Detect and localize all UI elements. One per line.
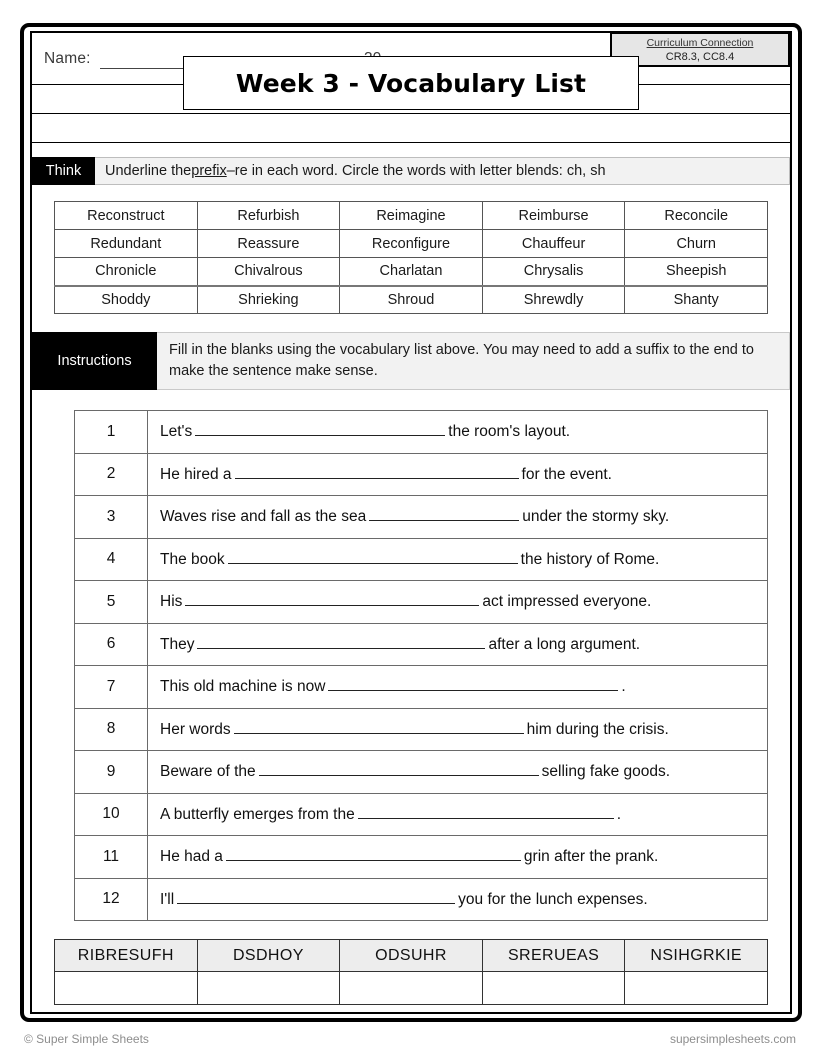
title-band bbox=[32, 68, 790, 143]
sentence-number: 4 bbox=[75, 538, 148, 581]
sentence-cell bbox=[148, 878, 768, 921]
name-label: Name: bbox=[44, 50, 91, 67]
scrambled-answer-cell[interactable] bbox=[482, 972, 625, 1005]
sentence-text-before: This old machine is now bbox=[160, 678, 326, 696]
instructions-text: Fill in the blanks using the vocabulary list above. You may need to add a suffix to the end to make the sentence make sense. bbox=[157, 332, 790, 390]
vocabulary-word[interactable]: Reconfigure bbox=[340, 230, 483, 258]
vocabulary-word[interactable]: Chivalrous bbox=[197, 258, 340, 286]
vocabulary-word[interactable]: Chronicle bbox=[55, 258, 198, 286]
sentence-cell bbox=[148, 623, 768, 666]
table-row bbox=[75, 793, 768, 836]
sentence-text-after: for the event. bbox=[521, 465, 612, 483]
scrambled-word: DSDHOY bbox=[197, 940, 340, 972]
sentence-text-before: They bbox=[160, 635, 195, 653]
answer-blank[interactable] bbox=[226, 847, 521, 861]
sentence-cell bbox=[148, 751, 768, 794]
scrambled-word: SRERUEAS bbox=[482, 940, 625, 972]
sentence-text-after: under the stormy sky. bbox=[522, 508, 670, 526]
sentence-text-before: His bbox=[160, 593, 183, 611]
sentence-cell bbox=[148, 581, 768, 624]
vocabulary-word[interactable]: Shoddy bbox=[55, 286, 198, 314]
vocabulary-row bbox=[55, 258, 768, 286]
sentence-cell bbox=[148, 836, 768, 879]
table-row bbox=[75, 751, 768, 794]
sentence-number: 10 bbox=[75, 793, 148, 836]
scrambled-words-table-wrap bbox=[54, 939, 768, 1005]
sentence-number: 1 bbox=[75, 411, 148, 454]
vocabulary-word[interactable]: Shanty bbox=[625, 286, 768, 314]
sentence-number: 7 bbox=[75, 666, 148, 709]
think-instruction bbox=[95, 157, 790, 185]
table-row bbox=[75, 708, 768, 751]
sentence-number: 5 bbox=[75, 581, 148, 624]
sentence-text-before: Let's bbox=[160, 423, 193, 441]
instructions-bar bbox=[32, 332, 790, 390]
sentence-number: 9 bbox=[75, 751, 148, 794]
sentences-table-wrap bbox=[74, 410, 768, 921]
vocabulary-row bbox=[55, 230, 768, 258]
footer-copyright: © Super Simple Sheets bbox=[24, 1032, 149, 1046]
scrambled-answer-cell[interactable] bbox=[55, 972, 198, 1005]
sentence-text-after: act impressed everyone. bbox=[482, 593, 652, 611]
table-row bbox=[75, 623, 768, 666]
answer-blank[interactable] bbox=[358, 805, 614, 819]
vocabulary-row bbox=[55, 202, 768, 230]
table-row bbox=[75, 453, 768, 496]
think-emphasis: prefix bbox=[191, 163, 227, 179]
think-tag: Think bbox=[32, 157, 95, 185]
table-row bbox=[75, 581, 768, 624]
answer-blank[interactable] bbox=[234, 720, 524, 734]
sentence-text-after: you for the lunch expenses. bbox=[458, 890, 648, 908]
think-text-after: –re in each word. Circle the words with letter blends: ch, sh bbox=[226, 163, 606, 179]
answer-blank[interactable] bbox=[185, 592, 479, 606]
answer-blank[interactable] bbox=[197, 635, 485, 649]
scrambled-header-row bbox=[55, 940, 768, 972]
vocabulary-word[interactable]: Redundant bbox=[55, 230, 198, 258]
vocabulary-word[interactable]: Sheepish bbox=[625, 258, 768, 286]
vocabulary-word[interactable]: Shrieking bbox=[197, 286, 340, 314]
sentence-text-before: Beware of the bbox=[160, 763, 256, 781]
think-text-before: Underline the bbox=[105, 163, 192, 179]
answer-blank[interactable] bbox=[235, 465, 519, 479]
scrambled-answer-row bbox=[55, 972, 768, 1005]
answer-blank[interactable] bbox=[369, 507, 519, 521]
sentence-text-after: selling fake goods. bbox=[541, 763, 671, 781]
sentence-cell bbox=[148, 666, 768, 709]
sentence-text-before: The book bbox=[160, 550, 225, 568]
sentences-table bbox=[74, 410, 768, 921]
sentence-text-after: him during the crisis. bbox=[526, 720, 669, 738]
sentence-text-before: A butterfly emerges from the bbox=[160, 805, 355, 823]
vocabulary-word[interactable]: Churn bbox=[625, 230, 768, 258]
sentence-text-after: . bbox=[621, 678, 626, 696]
sentence-text-after: the history of Rome. bbox=[520, 550, 660, 568]
sentence-cell bbox=[148, 793, 768, 836]
sentence-text-after: the room's layout. bbox=[448, 423, 571, 441]
sentence-number: 11 bbox=[75, 836, 148, 879]
page-title: Week 3 - Vocabulary List bbox=[235, 68, 587, 98]
sentence-text-after: grin after the prank. bbox=[523, 848, 659, 866]
answer-blank[interactable] bbox=[177, 890, 455, 904]
title-box bbox=[183, 56, 639, 110]
scrambled-answer-cell[interactable] bbox=[625, 972, 768, 1005]
vocabulary-word[interactable]: Reimagine bbox=[340, 202, 483, 230]
vocabulary-row bbox=[55, 286, 768, 314]
vocabulary-word[interactable]: Shroud bbox=[340, 286, 483, 314]
sentence-text-before: Her words bbox=[160, 720, 231, 738]
scrambled-word: NSIHGRKIE bbox=[625, 940, 768, 972]
instructions-tag: Instructions bbox=[32, 332, 157, 390]
vocabulary-word[interactable]: Reconcile bbox=[625, 202, 768, 230]
footer bbox=[24, 1032, 796, 1046]
answer-blank[interactable] bbox=[259, 762, 539, 776]
sentence-cell bbox=[148, 496, 768, 539]
vocabulary-word[interactable]: Shrewdly bbox=[482, 286, 625, 314]
vocabulary-word[interactable]: Reassure bbox=[197, 230, 340, 258]
title-rule bbox=[32, 113, 790, 114]
sentence-number: 2 bbox=[75, 453, 148, 496]
vocabulary-word[interactable]: Charlatan bbox=[340, 258, 483, 286]
sentence-cell bbox=[148, 411, 768, 454]
sentence-text-before: I'll bbox=[160, 890, 175, 908]
answer-blank[interactable] bbox=[228, 550, 518, 564]
vocabulary-table bbox=[54, 201, 768, 314]
vocabulary-table-wrap bbox=[54, 201, 768, 314]
footer-website: supersimplesheets.com bbox=[669, 1032, 796, 1046]
sentence-text-before: He had a bbox=[160, 848, 223, 866]
table-row bbox=[75, 496, 768, 539]
worksheet-content bbox=[32, 33, 790, 1012]
table-row bbox=[75, 411, 768, 454]
sentence-number: 8 bbox=[75, 708, 148, 751]
curriculum-heading: Curriculum Connection bbox=[646, 37, 754, 49]
vocabulary-word[interactable]: Chauffeur bbox=[482, 230, 625, 258]
table-row bbox=[75, 666, 768, 709]
answer-blank[interactable] bbox=[195, 422, 445, 436]
sentence-text-after: . bbox=[616, 805, 622, 823]
vocabulary-word[interactable]: Chrysalis bbox=[482, 258, 625, 286]
sentence-text-after: after a long argument. bbox=[488, 635, 641, 653]
sentence-number: 3 bbox=[75, 496, 148, 539]
vocabulary-word[interactable]: Reimburse bbox=[482, 202, 625, 230]
sentence-number: 6 bbox=[75, 623, 148, 666]
answer-blank[interactable] bbox=[328, 677, 618, 691]
scrambled-word: ODSUHR bbox=[340, 940, 483, 972]
scrambled-answer-cell[interactable] bbox=[340, 972, 483, 1005]
sentence-text-before: He hired a bbox=[160, 465, 232, 483]
sentence-text-before: Waves rise and fall as the sea bbox=[160, 508, 367, 526]
table-row bbox=[75, 836, 768, 879]
sentence-cell bbox=[148, 453, 768, 496]
vocabulary-word[interactable]: Refurbish bbox=[197, 202, 340, 230]
sentence-cell bbox=[148, 708, 768, 751]
curriculum-codes: CR8.3, CC8.4 bbox=[665, 51, 735, 63]
sentence-cell bbox=[148, 538, 768, 581]
table-row bbox=[75, 878, 768, 921]
sentence-number: 12 bbox=[75, 878, 148, 921]
think-bar bbox=[32, 157, 790, 185]
scrambled-answer-cell[interactable] bbox=[197, 972, 340, 1005]
scrambled-words-table bbox=[54, 939, 768, 1005]
table-row bbox=[75, 538, 768, 581]
vocabulary-word[interactable]: Reconstruct bbox=[55, 202, 198, 230]
scrambled-word: RIBRESUFH bbox=[55, 940, 198, 972]
